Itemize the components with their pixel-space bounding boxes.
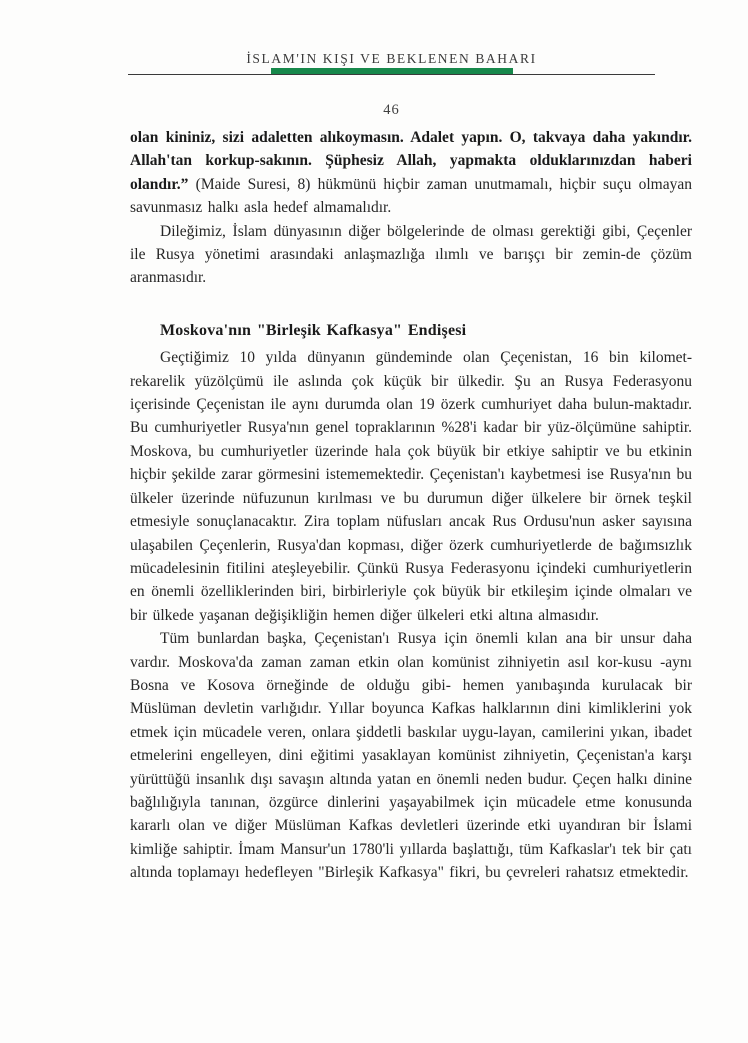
text-run: olan kininiz, sizi adaletten alıkoymasın. Adalet yapın. O, takvaya daha yakındır. Allah'tan korkup-sakının. Şüphesiz Allah, yapmakta olduklarınızdan haberi olandır.” (130, 129, 692, 193)
page-body (130, 126, 692, 885)
quran-quote-paragraph (130, 126, 692, 220)
communist-mindset-paragraph (130, 627, 692, 884)
page-number: 46 (383, 102, 400, 118)
running-header (128, 51, 655, 77)
chechnya-republics-paragraph (130, 346, 692, 627)
wish-paragraph (130, 220, 692, 290)
text-run: Tüm bunlardan başka, Çeçenistan'ı Rusya için önemli kılan ana bir unsur daha vardır. Moskova'da zaman zaman etkin olan komünist zihniyetin asıl kor-kusu -aynı Bosna ve Kosova örneğinde de olduğu gibi- hemen yanıbaşında kurulacak bir Müslüman devletin varlığıdır. Yıllar boyunca Kafkas halklarının dini kimliklerini yok etmek için mücadele veren, onlara şiddetli baskılar uygu-layan, camilerini yıkan, ibadet etmelerini engelleyen, dini eğitimi yasaklayan komünist zihniyetin, Çeçenistan'a karşı yürüttüğü insanlık dışı savaşın altında yatan en önemli neden budur. Çeçen halkı dinine bağlılığıyla tanınan, özgürce dinlerini yaşayabilmek için mücadele etme konusunda kararlı olan ve diğer Müslüman Kafkas devletleri üzerinde etki uyandıran bir İslami kimliğe sahiptir. İmam Mansur'un 1780'li yıllarda başlattığı, tüm Kafkaslar'ı tek bir çatı altında toplamayı hedefleyen "Birleşik Kafkasya" fikri, bu çevreleri rahatsız etmektedir. (130, 630, 692, 882)
section-heading: Moskova'nın "Birleşik Kafkasya" Endişesi (160, 321, 467, 339)
header-accent-bar (271, 68, 513, 74)
running-header-title: İSLAM'IN KIŞI VE BEKLENEN BAHARI (246, 51, 537, 66)
text-run: Dileğimiz, İslam dünyasının diğer bölgelerinde de olması gerektiği gibi, Çeçenler ile Rusya yönetimi arasındaki anlaşmazlığa ılımlı ve barışçı bir zemin-de çözüm aranmasıdır. (130, 222, 692, 287)
text-run: Geçtiğimiz 10 yılda dünyanın gündeminde olan Çeçenistan, 16 bin kilomet-rekarelik yüzölçümü ile aslında çok küçük bir ülkedir. Şu an Rusya Federasyonu içerisinde Çeçenistan ile aynı durumda olan 19 özerk cumhuriyet daha bulun-maktadır. Bu cumhuriyetler Rusya'nın genel topraklarının %28'i kadar bir yüz-ölçümüne sahiptir. Moskova, bu cumhuriyetler üzerinde hala çok büyük bir etkiye sahiptir ve bu etkinin hiçbir şekilde zarar görmesini istememektedir. Çeçenistan'ı kaybetmesi ise Rusya'nın bu ülkeler üzerinde nüfuzunun kırılması ve bu durumun diğer ülkelere bir örnek teşkil etmesiyle sonuçlanacaktır. Zira toplam nüfusları ancak Rus Ordusu'nun asker sayısına ulaşabilen Çeçenlerin, Rusya'dan kopması, diğer özerk cumhuriyetlerde de bağımsızlık mücadelesinin fitilini ateşleyebilir. Çünkü Rusya Federasyonu içindeki cumhuriyetlerin en önemli özelliklerinden biri, birbirleriyle çok büyük bir etkileşim içinde olmaları ve bir ülkede yaşanan değişikliğin hemen diğer ülkeleri etki altına almasıdır. (130, 349, 692, 624)
text-run: (Maide Suresi, 8) hükmünü hiçbir zaman unutmamalı, hiçbir suçu olmayan savunmasız halkı asla hedef almamalıdır. (130, 175, 693, 217)
